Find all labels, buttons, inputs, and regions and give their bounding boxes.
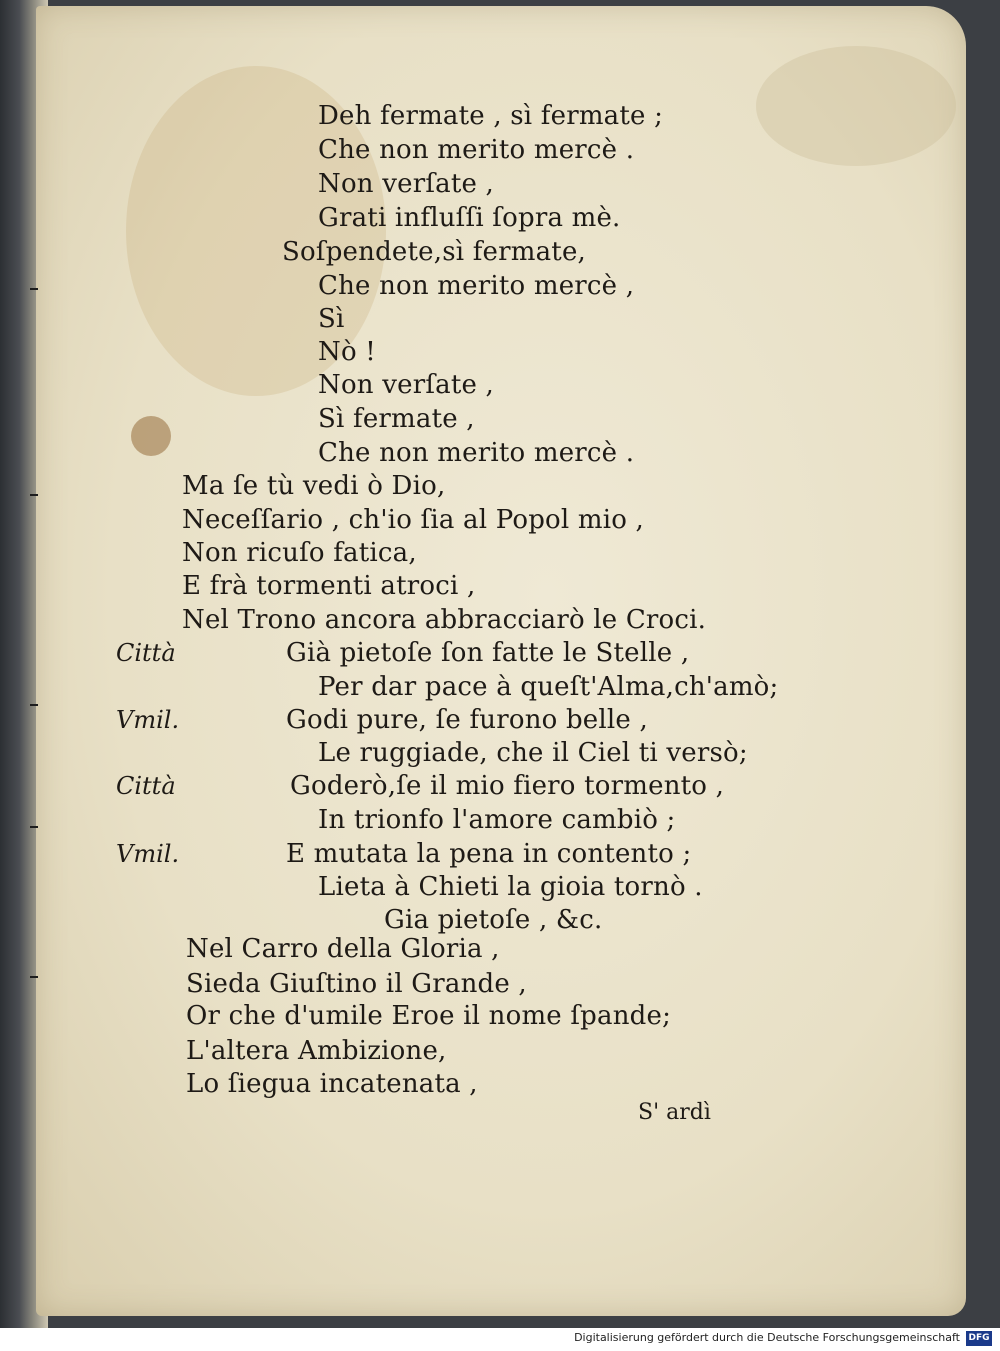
verse-line: E mutata la pena in contento ; bbox=[286, 839, 692, 869]
verse-line: E frà tormenti atroci , bbox=[182, 571, 476, 601]
speaker-label: Città bbox=[116, 639, 176, 667]
verse-line: Ma ſe tù vedi ò Dio, bbox=[182, 471, 446, 501]
verse-line: In trionfo l'amore cambiò ; bbox=[318, 805, 676, 835]
verse-line: L'altera Ambizione, bbox=[186, 1036, 447, 1066]
verse-line: Sieda Giuſtino il Grande , bbox=[186, 969, 527, 999]
verse-line: Neceſſario , ch'io ſia al Popol mio , bbox=[182, 505, 645, 535]
verse-line: Grati influſſi ſopra mè. bbox=[318, 203, 621, 233]
verse-line: Che non merito mercè . bbox=[318, 438, 635, 468]
speaker-label: Città bbox=[116, 772, 176, 800]
verse-line: Non verſate , bbox=[318, 169, 495, 199]
dfg-logo: DFG bbox=[966, 1331, 992, 1346]
paper-wear bbox=[756, 46, 956, 166]
catchword: S' ardì bbox=[638, 1100, 711, 1125]
verse-line: Gia pietoſe , &c. bbox=[384, 905, 603, 935]
edge-mark bbox=[30, 494, 38, 496]
verse-line: Le ruggiade, che il Ciel ti versò; bbox=[318, 738, 748, 768]
verse-line: Che non merito mercè , bbox=[318, 271, 635, 301]
verse-line: Or che d'umile Eroe il nome ſpande; bbox=[186, 1001, 672, 1031]
funding-credit: Digitalisierung gefördert durch die Deutsche Forschungsgemeinschaft bbox=[574, 1331, 960, 1344]
verse-line: Soſpendete,sì fermate, bbox=[282, 237, 587, 267]
verse-line: Lieta à Chieti la gioia tornò . bbox=[318, 872, 703, 902]
verse-line: Per dar pace à queſt'Alma,ch'amò; bbox=[318, 672, 779, 702]
verse-line: Sì bbox=[318, 304, 345, 334]
verse-line: Sì fermate , bbox=[318, 404, 475, 434]
verse-line: Nel Carro della Gloria , bbox=[186, 934, 500, 964]
verse-line: Godi pure, ſe furono belle , bbox=[286, 705, 648, 735]
edge-mark bbox=[30, 826, 38, 828]
verse-line: Non verſate , bbox=[318, 370, 495, 400]
edge-mark bbox=[30, 704, 38, 706]
ink-stain bbox=[131, 416, 171, 456]
verse-line: Deh fermate , sì fermate ; bbox=[318, 101, 664, 131]
edge-mark bbox=[30, 976, 38, 978]
verse-line: Già pietoſe ſon fatte le Stelle , bbox=[286, 638, 690, 668]
verse-line: Lo ſiegua incatenata , bbox=[186, 1069, 478, 1099]
verse-line: Che non merito mercè . bbox=[318, 135, 635, 165]
verse-line: Nò ! bbox=[318, 337, 376, 367]
speaker-label: Vmil. bbox=[116, 840, 180, 868]
edge-mark bbox=[30, 288, 38, 290]
verse-line: Non ricuſo fatica, bbox=[182, 538, 417, 568]
verse-line: Goderò,ſe il mio fiero tormento , bbox=[290, 771, 725, 801]
speaker-label: Vmil. bbox=[116, 706, 180, 734]
verse-line: Nel Trono ancora abbracciarò le Croci. bbox=[182, 605, 707, 635]
